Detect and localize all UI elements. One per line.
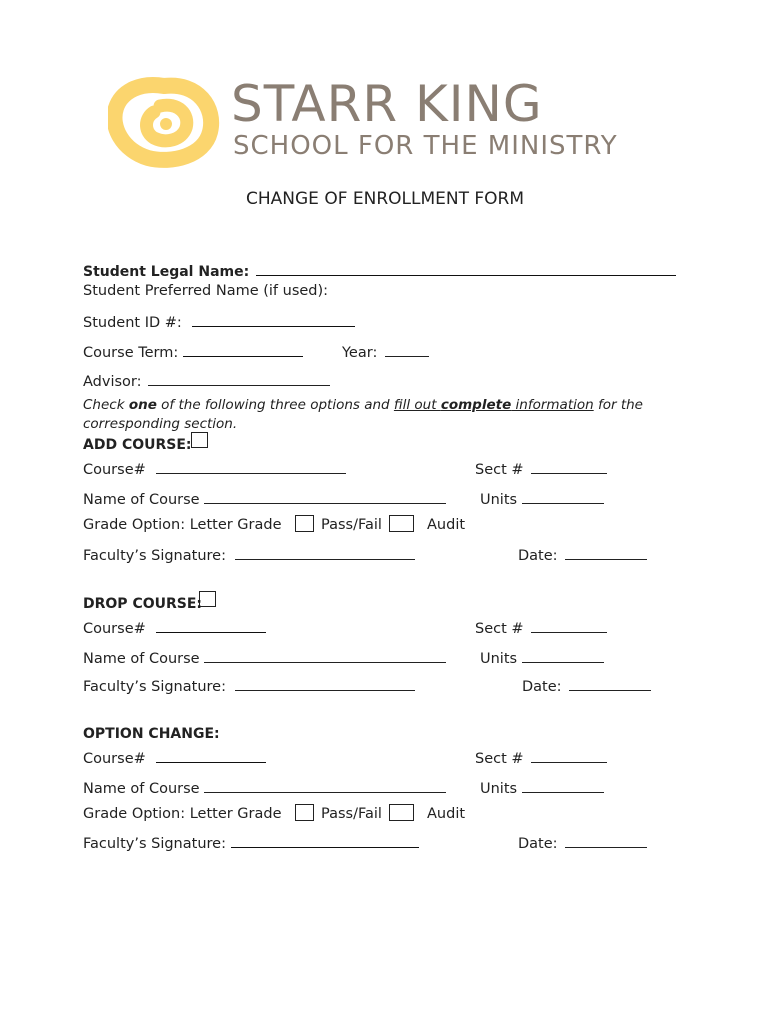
add-letter-grade-checkbox[interactable] [295,515,314,532]
add-units-label: Units [480,492,518,508]
add-course-number-field[interactable] [156,459,346,474]
drop-course-name-label: Name of Course [83,651,200,667]
drop-course-name-field[interactable] [204,648,446,663]
drop-date-field[interactable] [569,676,651,691]
year-field[interactable] [385,342,429,357]
brand-name: STARR KING [231,75,543,133]
add-sect-row [475,459,607,478]
drop-sect-field[interactable] [531,618,607,633]
add-course-name-label: Name of Course [83,492,200,508]
year-row [342,342,429,361]
add-pass-fail-label: Pass/Fail [321,517,382,533]
option-course-name-row [83,778,446,797]
drop-course-name-row [83,648,446,667]
add-units-row [480,489,604,508]
brand-subtitle: SCHOOL FOR THE MINISTRY [233,131,618,161]
add-course-name-row [83,489,446,508]
option-date-label: Date: [518,836,558,852]
add-audit-label: Audit [427,517,466,533]
add-course-name-field[interactable] [204,489,446,504]
option-audit-label: Audit [427,806,466,822]
drop-signature-field[interactable] [235,676,415,691]
option-units-label: Units [480,781,518,797]
option-course-name-label: Name of Course [83,781,200,797]
add-course-checkbox[interactable] [191,432,208,448]
course-term-label: Course Term: [83,345,179,361]
option-change-heading: OPTION CHANGE: [83,726,220,742]
add-pass-fail-checkbox[interactable] [389,515,414,532]
student-id-label: Student ID #: [83,315,182,331]
option-course-name-field[interactable] [204,778,446,793]
drop-date-row [522,676,651,695]
instructions: Check one of the following three options and fill out complete information for the corresponding section. [83,397,643,432]
option-sect-label: Sect # [475,751,524,767]
student-preferred-name-label: Student Preferred Name (if used): [83,283,329,299]
add-sect-field[interactable] [531,459,607,474]
add-signature-label: Faculty’s Signature: [83,548,226,564]
option-signature-field[interactable] [231,833,419,848]
option-units-row [480,778,604,797]
option-grade-option-label: Grade Option: Letter Grade [83,806,282,822]
drop-units-label: Units [480,651,518,667]
student-legal-name-field[interactable] [256,261,676,276]
option-signature-row [83,833,419,852]
form-title: CHANGE OF ENROLLMENT FORM [246,189,525,209]
drop-sect-row [475,618,607,637]
option-pass-fail-checkbox[interactable] [389,804,414,821]
drop-date-label: Date: [522,679,562,695]
option-signature-label: Faculty’s Signature: [83,836,226,852]
drop-course-number-row [83,618,266,637]
student-id-field[interactable] [192,312,355,327]
advisor-field[interactable] [148,371,330,386]
add-sect-label: Sect # [475,462,524,478]
drop-signature-row [83,676,415,695]
option-date-field[interactable] [565,833,647,848]
option-letter-grade-checkbox[interactable] [295,804,314,821]
student-id-row [83,312,355,331]
advisor-row [83,371,330,390]
drop-course-checkbox[interactable] [199,591,216,607]
option-units-field[interactable] [522,778,604,793]
add-signature-row [83,545,415,564]
add-course-number-label: Course# [83,462,146,478]
drop-signature-label: Faculty’s Signature: [83,679,226,695]
option-date-row [518,833,647,852]
spiral-logo-icon [108,72,220,168]
add-course-number-row [83,459,346,478]
year-label: Year: [342,345,378,361]
add-date-field[interactable] [565,545,647,560]
add-course-heading: ADD COURSE: [83,437,192,453]
option-sect-row [475,748,607,767]
drop-sect-label: Sect # [475,621,524,637]
option-sect-field[interactable] [531,748,607,763]
option-course-number-row [83,748,266,767]
student-legal-name-label: Student Legal Name: [83,264,250,280]
option-pass-fail-label: Pass/Fail [321,806,382,822]
course-term-row [83,342,303,361]
add-grade-option-label: Grade Option: Letter Grade [83,517,282,533]
add-date-row [518,545,647,564]
course-term-field[interactable] [183,342,303,357]
option-course-number-field[interactable] [156,748,266,763]
add-date-label: Date: [518,548,558,564]
drop-units-row [480,648,604,667]
student-legal-name-row [83,261,676,280]
drop-course-heading: DROP COURSE: [83,596,203,612]
advisor-label: Advisor: [83,374,142,390]
drop-course-number-label: Course# [83,621,146,637]
option-course-number-label: Course# [83,751,146,767]
add-units-field[interactable] [522,489,604,504]
drop-units-field[interactable] [522,648,604,663]
drop-course-number-field[interactable] [156,618,266,633]
add-signature-field[interactable] [235,545,415,560]
